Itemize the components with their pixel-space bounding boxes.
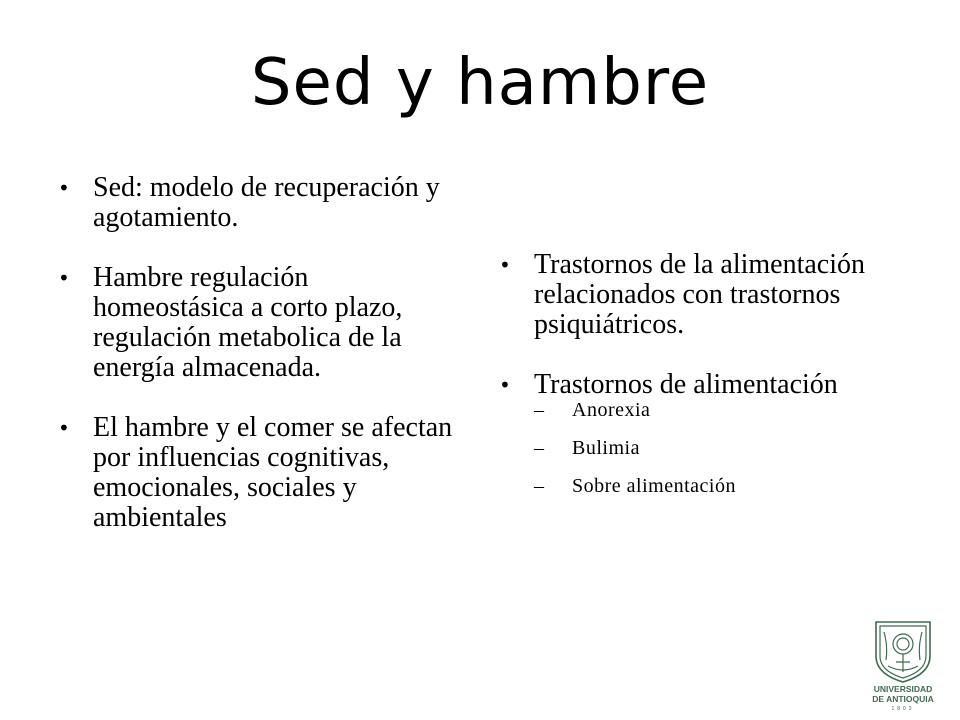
logo-year: 1803 <box>891 706 915 711</box>
logo-crest-icon <box>876 622 930 682</box>
university-logo <box>868 616 938 711</box>
logo-text-line2: DE ANTIOQUIA <box>872 694 934 704</box>
bullet-item: • Trastornos de la alimentación relacionados con trastornos psiquiátricos. <box>499 250 899 340</box>
left-bullet-list <box>58 173 453 533</box>
sub-bullet-item: – Sobre alimentación <box>534 476 899 496</box>
bullet-item: • Sed: modelo de recuperación y agotamiento. <box>58 173 453 233</box>
bullet-item: • El hambre y el comer se afectan por influencias cognitivas, emocionales, sociales y ambientales <box>58 413 453 533</box>
sub-bullet-list <box>534 400 899 496</box>
right-column <box>499 250 899 514</box>
sub-bullet-item: – Anorexia <box>534 400 899 420</box>
bullet-item-text: Trastornos de alimentación <box>534 369 838 400</box>
right-bullet-list <box>499 250 899 496</box>
bullet-item-with-subitems <box>499 370 899 496</box>
slide-title: Sed y hambre <box>250 46 710 120</box>
bullet-item: • Hambre regulación homeostásica a corto plazo, regulación metabolica de la energía almacenada. <box>58 263 453 383</box>
logo-text-line1: UNIVERSIDAD <box>873 684 933 694</box>
left-column <box>58 173 453 563</box>
sub-bullet-item: – Bulimia <box>534 438 899 458</box>
